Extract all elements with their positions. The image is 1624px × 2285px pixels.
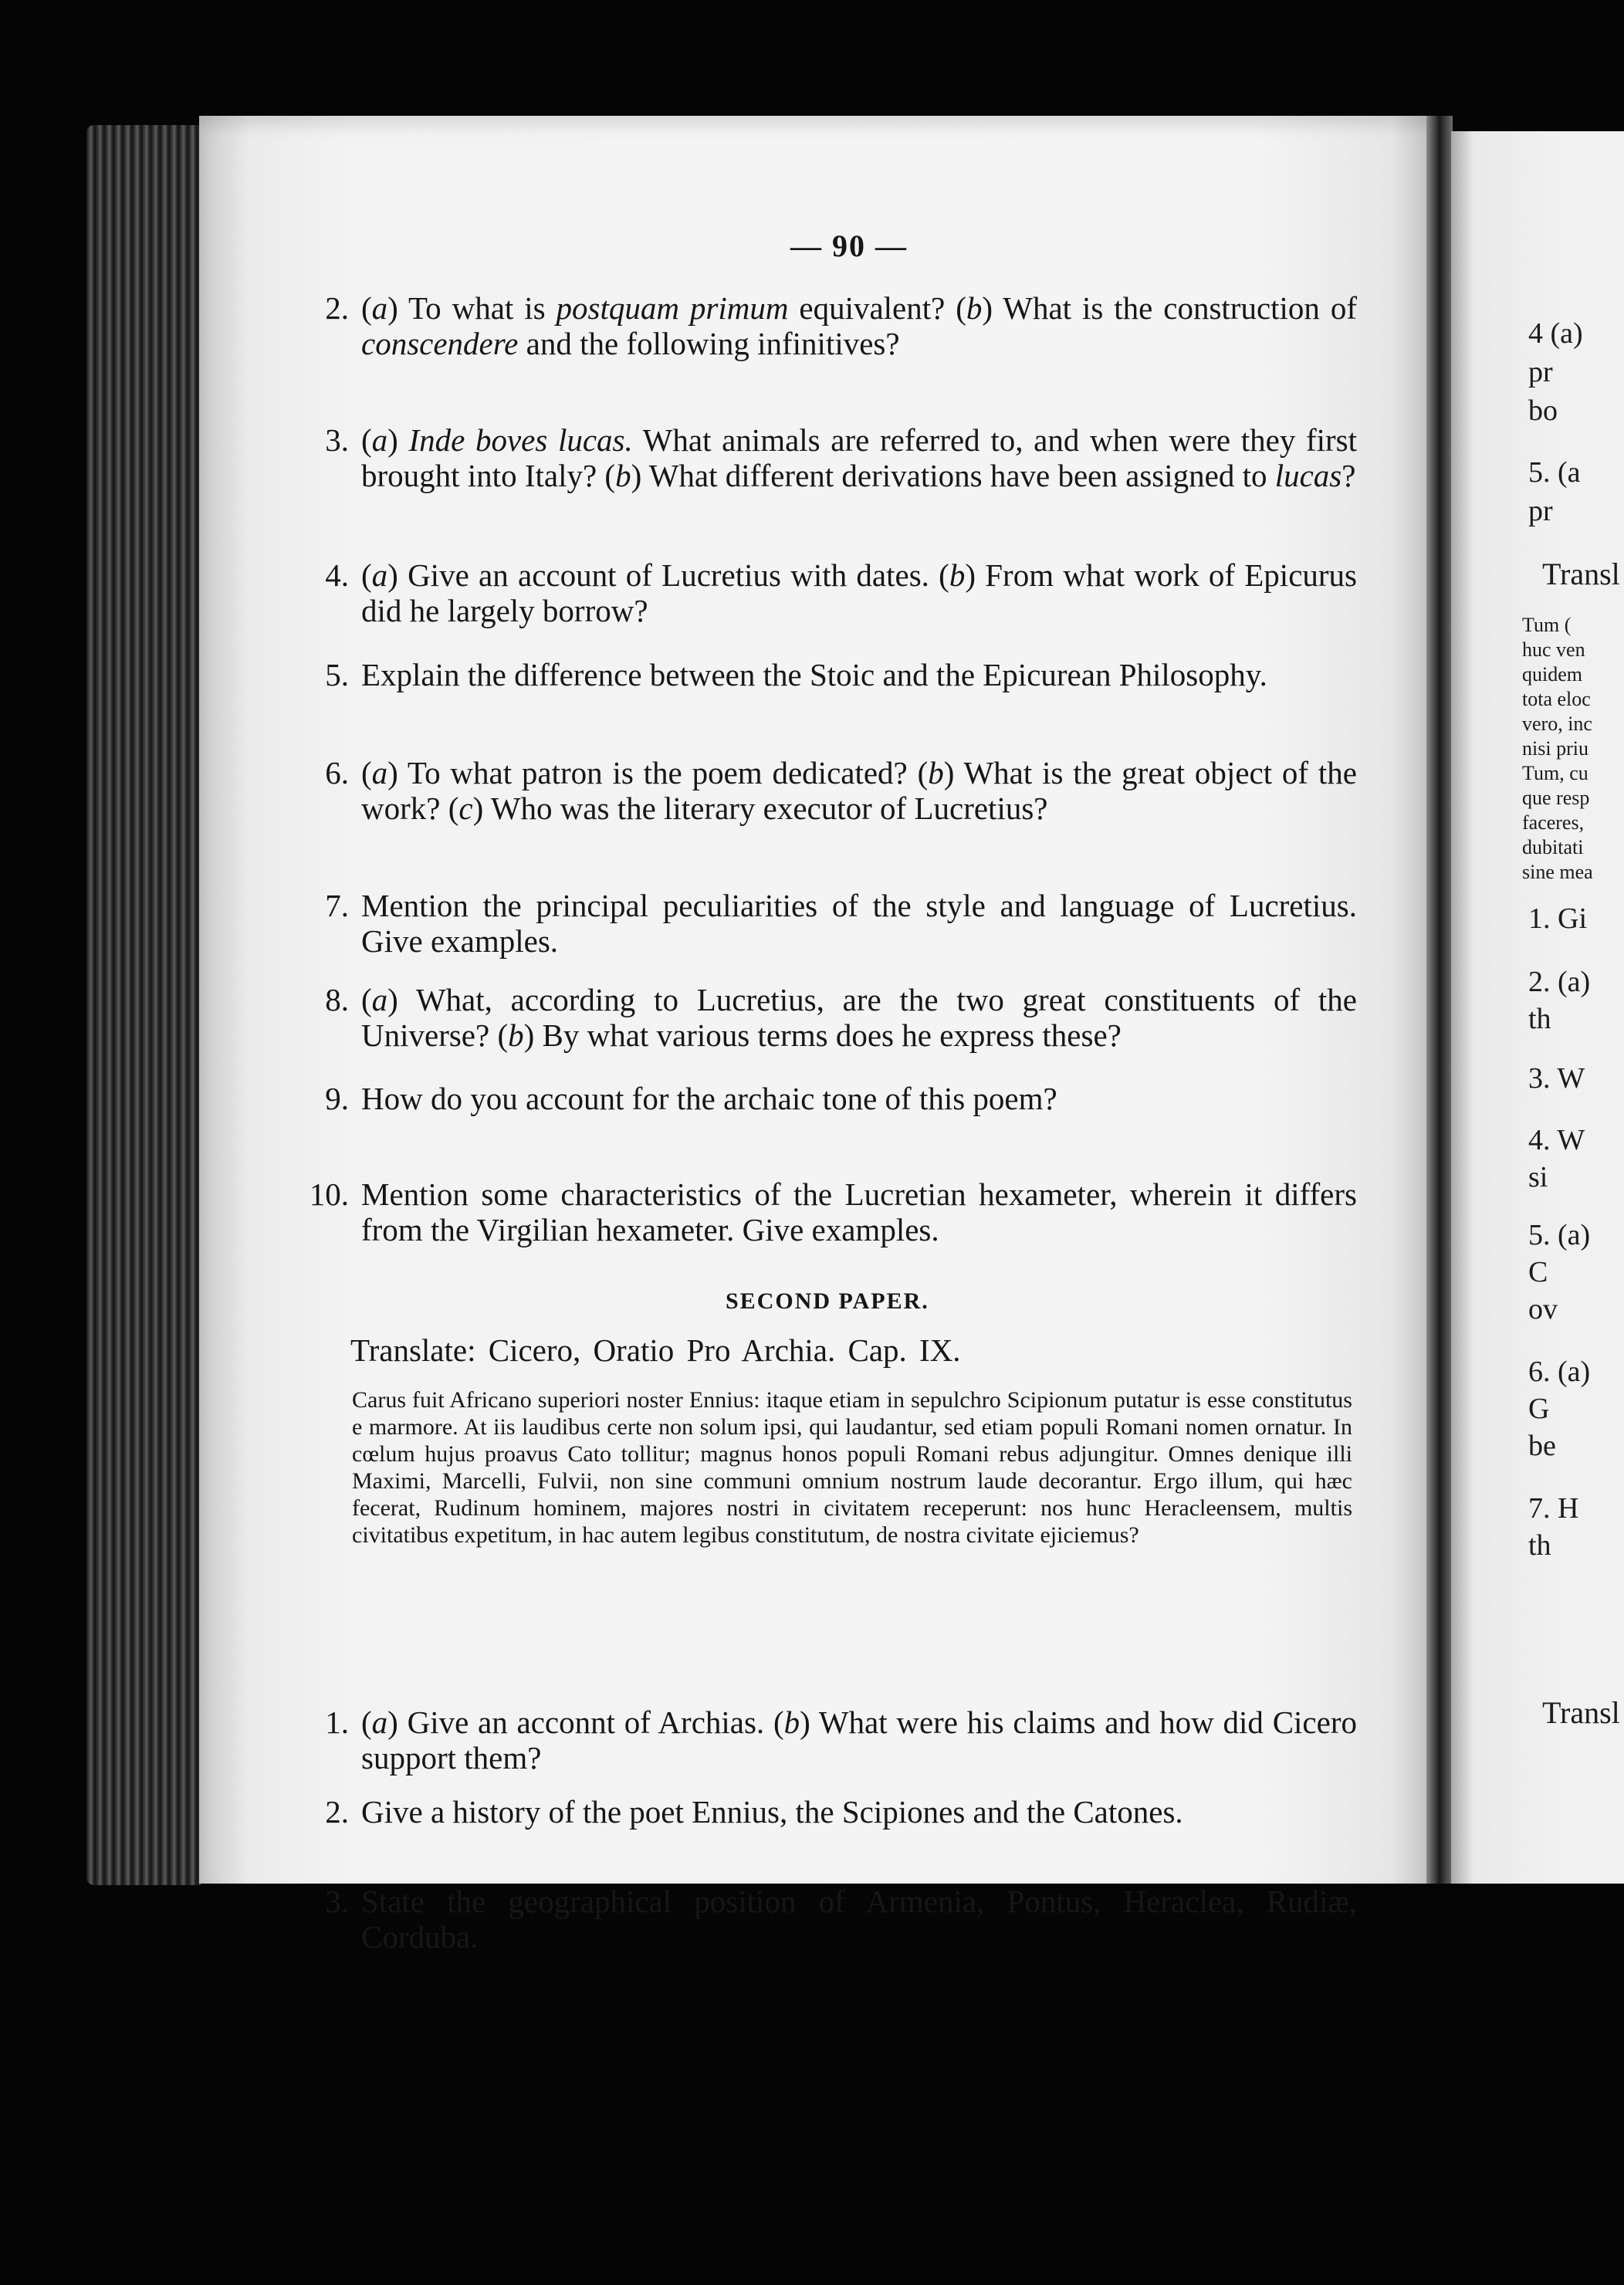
question-number: 4. xyxy=(325,557,349,593)
text-run: How do you account for the archaic tone of this poem? xyxy=(361,1081,1057,1116)
text-run: ) xyxy=(387,422,409,458)
question-text xyxy=(361,1884,1357,1955)
question-number: 2. xyxy=(325,1794,349,1830)
italic-text: postquam primum xyxy=(556,290,789,326)
question-number: 3. xyxy=(325,1884,349,1919)
text-run: ) What is the great object of the work? ( xyxy=(361,755,1357,826)
right-page-text-fragment: 5. (a) xyxy=(1528,1219,1591,1251)
question-text xyxy=(361,657,1357,692)
right-page-text-fragment: vero, inc xyxy=(1522,713,1592,735)
italic-text: a xyxy=(371,422,388,458)
text-run: ) Give an account of Lucretius with dates. ( xyxy=(387,557,949,593)
question-number: 9. xyxy=(325,1081,349,1116)
text-run: ) What different derivations have been assigned to xyxy=(631,458,1275,493)
question-number: 2. xyxy=(325,290,349,326)
right-page-text-fragment: G xyxy=(1528,1393,1550,1425)
text-run: ) Who was the literary executor of Lucretius? xyxy=(472,790,1048,826)
italic-text: a xyxy=(371,557,388,593)
page-number: — 90 — xyxy=(790,228,908,263)
question-number: 1. xyxy=(325,1704,349,1740)
question-text xyxy=(361,1176,1357,1247)
right-page-text-fragment: pr xyxy=(1528,356,1553,388)
italic-text: b xyxy=(928,755,944,790)
question-number: 8. xyxy=(325,982,349,1017)
text-run: ) What is the construction of xyxy=(982,290,1358,326)
text-run: and the following infinitives? xyxy=(518,326,900,361)
question-item xyxy=(325,657,1357,692)
right-page-text-fragment: ov xyxy=(1528,1293,1558,1325)
italic-text: a xyxy=(371,1704,388,1740)
question-item xyxy=(325,755,1357,826)
text-run: ) From what work of Epicurus did he largely borrow? xyxy=(361,557,1357,628)
right-page-text-fragment: th xyxy=(1528,1529,1551,1562)
right-page-text-fragment: 3. W xyxy=(1528,1062,1585,1095)
right-page-text-fragment: 7. H xyxy=(1528,1492,1579,1525)
right-page-text-fragment: be xyxy=(1528,1430,1556,1462)
right-page-text-fragment: 5. (a xyxy=(1528,456,1581,489)
text-run: ( xyxy=(361,557,372,593)
text-run: Explain the difference between the Stoic and the Epicurean Philosophy. xyxy=(361,657,1267,692)
text-run: ( xyxy=(361,755,372,790)
latin-passage: Carus fuit Africano superiori noster Ennius: itaque etiam in sepulchro Scipionum putatur is esse constitutus e marmore. At iis laudibus certe non solum ipsi, qui laudantur, sed etiam populi Romani nomen ornatur. In cœlum hujus proavus Cato tollitur; magnus honos populi Romani rebus adjungitur. Omnes denique illi Maximi, Marcelli, Fulvii, non sine communi omnium nostrum laude decorantur. Ergo illum, qui hæc fecerat, Rudinum hominem, majores nostri in civitatem receperunt: nos hunc Heracleensem, multis civitatibus expetitum, in hac autem legibus constitutum, de nostra civitate ejiciemus? xyxy=(352,1387,1352,1548)
italic-text: lucas xyxy=(1274,458,1342,493)
question-item xyxy=(325,888,1357,959)
question-text xyxy=(361,557,1357,628)
question-item xyxy=(325,422,1358,493)
question-text xyxy=(361,290,1357,361)
right-page-text-fragment: Transl xyxy=(1542,557,1620,591)
right-page-text-fragment: tota eloc xyxy=(1522,688,1591,710)
question-text xyxy=(361,1081,1357,1116)
text-run: Give a history of the poet Ennius, the Scipiones and the Catones. xyxy=(361,1794,1183,1830)
right-page-text-fragment: th xyxy=(1528,1003,1551,1035)
question-item xyxy=(325,982,1357,1053)
question-item xyxy=(325,1081,1357,1116)
right-page-text-fragment: que resp xyxy=(1522,787,1590,809)
text-run: ) What, according to Lucretius, are the two great constituents of the Universe? ( xyxy=(361,982,1357,1053)
text-run: ( xyxy=(361,982,372,1017)
text-run: Mention some characteristics of the Lucretian hexameter, wherein it differs from the Virgilian hexameter. Give examples. xyxy=(361,1176,1357,1247)
right-page-text-fragment: nisi priu xyxy=(1522,737,1588,760)
text-run: Mention the principal peculiarities of the style and language of Lucretius. Give examples. xyxy=(361,888,1357,959)
text-run: ( xyxy=(361,1704,372,1740)
question-text xyxy=(361,888,1357,959)
right-page-text-fragment: pr xyxy=(1528,495,1553,527)
question-number: 10. xyxy=(309,1176,349,1212)
question-item xyxy=(325,1794,1357,1830)
right-page-text-fragment: 4. W xyxy=(1528,1124,1585,1156)
right-page-text-fragment: si xyxy=(1528,1161,1548,1193)
right-page-text-fragment: 6. (a) xyxy=(1528,1356,1591,1388)
italic-text: Inde boves lucas. xyxy=(408,422,633,458)
question-text xyxy=(361,755,1357,826)
question-item xyxy=(325,557,1357,628)
text-run: ( xyxy=(361,422,372,458)
right-page-text-fragment: dubitati xyxy=(1522,836,1584,858)
italic-text: b xyxy=(615,458,631,493)
right-page-text-fragment: C xyxy=(1528,1256,1548,1288)
right-page-text-fragment: Tum, cu xyxy=(1522,762,1588,784)
text-run: ) By what various terms does he express these? xyxy=(523,1017,1122,1053)
right-page-text-fragment: 1. Gi xyxy=(1528,902,1587,935)
text-run: ) What were his claims and how did Cicero support them? xyxy=(361,1704,1357,1776)
right-page-text-fragment: sine mea xyxy=(1522,861,1593,883)
italic-text: b xyxy=(508,1017,524,1053)
italic-text: a xyxy=(371,290,388,326)
italic-text: a xyxy=(371,982,388,1017)
text-run: ? xyxy=(1341,458,1356,493)
question-text xyxy=(361,982,1357,1053)
right-page-text-fragment: huc ven xyxy=(1522,638,1585,661)
question-number: 3. xyxy=(325,422,349,458)
right-page-text-fragment: quidem xyxy=(1522,663,1582,686)
right-page-text-fragment: Tum ( xyxy=(1522,614,1572,636)
question-text xyxy=(361,1704,1357,1776)
question-number: 7. xyxy=(325,888,349,923)
question-item xyxy=(325,290,1358,361)
question-item xyxy=(325,1704,1357,1776)
section-heading: SECOND PAPER. xyxy=(726,1288,929,1314)
question-number: 5. xyxy=(325,657,349,692)
text-run: ) Give an acconnt of Archias. ( xyxy=(387,1704,784,1740)
italic-text: b xyxy=(783,1704,800,1740)
right-page-text-fragment: faceres, xyxy=(1522,811,1585,834)
text-run: ( xyxy=(361,290,372,326)
translate-instruction: Translate: Cicero, Oratio Pro Archia. Cap. IX. xyxy=(350,1332,961,1368)
italic-text: a xyxy=(371,755,388,790)
question-item xyxy=(325,1884,1357,1955)
question-text xyxy=(361,422,1357,493)
italic-text: conscendere xyxy=(361,326,519,361)
question-item xyxy=(309,1176,1357,1247)
question-text xyxy=(361,1794,1357,1830)
text-run: ) To what patron is the poem dedicated? ( xyxy=(387,755,929,790)
right-page-text-fragment: 4 (a) xyxy=(1528,317,1583,350)
right-page-text-fragment: Transl xyxy=(1542,1695,1620,1730)
italic-text: b xyxy=(966,290,983,326)
italic-text: b xyxy=(949,557,966,593)
right-page-text-fragment: 2. (a) xyxy=(1528,966,1591,998)
text-run: ) To what is xyxy=(387,290,557,326)
text-run: What animals are referred to, and when were they first brought into Italy? ( xyxy=(361,422,1358,493)
question-number: 6. xyxy=(325,755,349,790)
text-run: equivalent? ( xyxy=(788,290,966,326)
text-run: State the geographical position of Armenia, Pontus, Heraclea, Rudiæ, Corduba. xyxy=(361,1884,1357,1955)
italic-text: c xyxy=(458,790,473,826)
right-page-text-fragment: bo xyxy=(1528,394,1558,427)
